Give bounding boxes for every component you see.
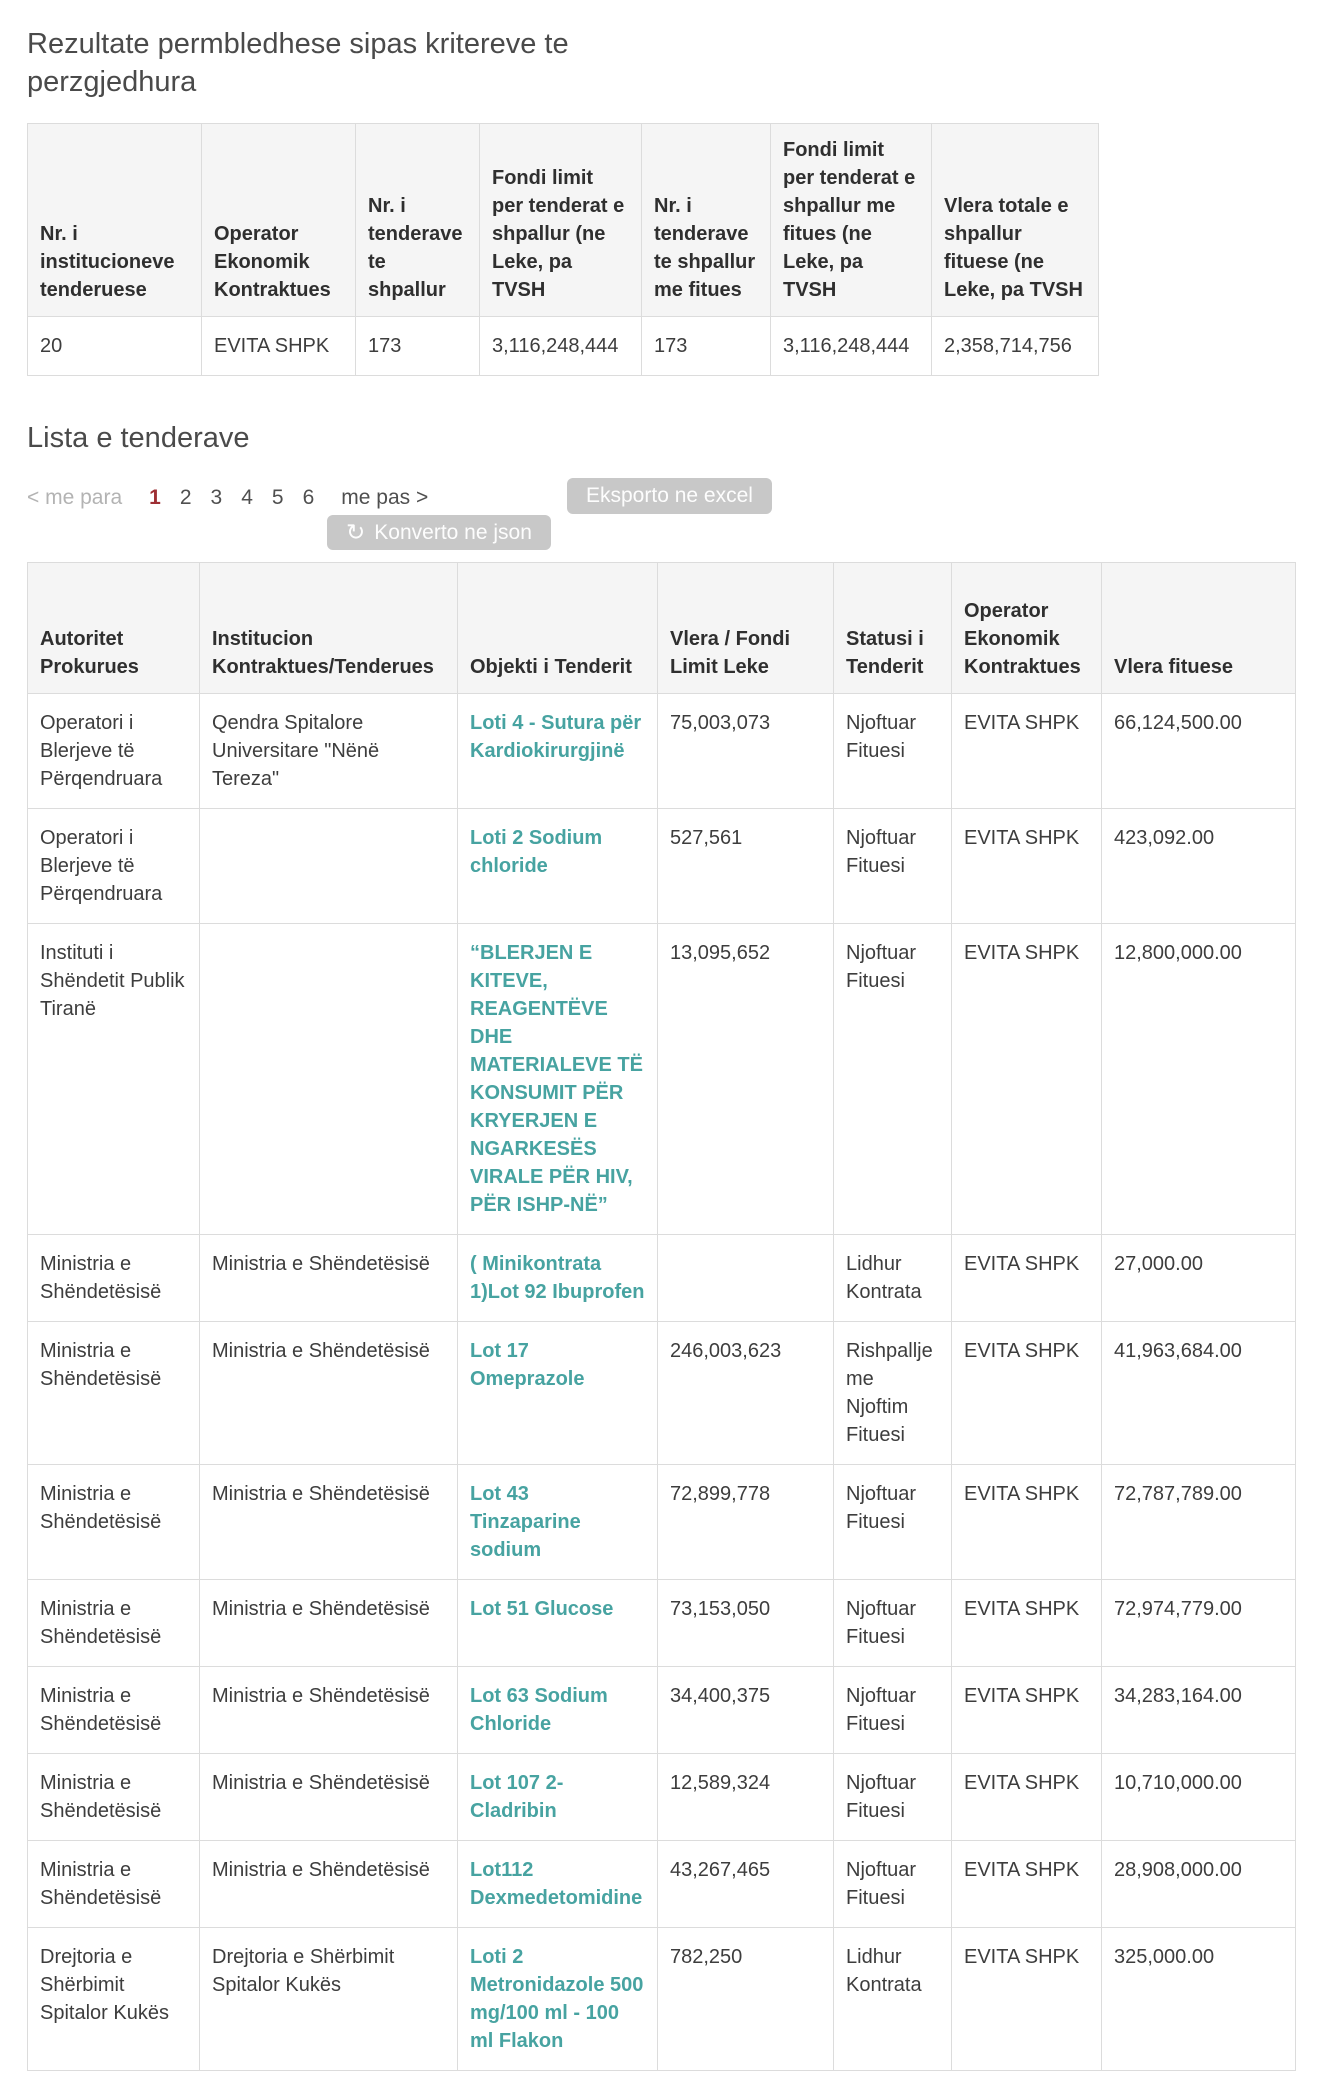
convert-json-label: Konverto ne json [374,520,532,544]
fund-limit-cell: 75,003,073 [658,694,834,809]
authority-cell: Operatori i Blerjeve të Përqendruara [28,694,200,809]
table-row [28,1235,1296,1322]
fund-limit-cell: 43,267,465 [658,1841,834,1928]
tenders-header-authority: Autoritet Prokurues [28,563,200,694]
tender-object-link[interactable]: Lot 43 Tinzaparine sodium [470,1483,581,1562]
institution-cell [200,809,458,924]
fund-limit-cell: 72,899,778 [658,1465,834,1580]
tender-object-link[interactable]: Lot 107 2- Cladribin [470,1772,564,1823]
operator-cell: EVITA SHPK [952,1465,1102,1580]
summary-header-tenders-announced: Nr. i tenderave te shpallur [356,124,480,317]
summary-header-fund-announced: Fondi limit per tenderat e shpallur (ne Leke, pa TVSH [480,124,642,317]
winning-value-cell: 72,787,789.00 [1102,1465,1296,1580]
table-row [28,809,1296,924]
object-cell [458,924,658,1235]
operator-cell: EVITA SHPK [952,1667,1102,1754]
institution-cell: Ministria e Shëndetësisë [200,1322,458,1465]
page-number-6[interactable]: 6 [302,486,315,510]
authority-cell: Drejtoria e Shërbimit Spitalor Kukës [28,1928,200,2071]
page-number-5[interactable]: 5 [271,486,284,510]
page-title: Rezultate permbledhese sipas kritereve te perzgjedhura [27,28,569,98]
tender-object-link[interactable]: Loti 2 Sodium chloride [470,827,603,878]
operator-cell: EVITA SHPK [952,1322,1102,1465]
tenders-header-fund-limit: Vlera / Fondi Limit Leke [658,563,834,694]
fund-limit-cell: 12,589,324 [658,1754,834,1841]
table-row [28,694,1296,809]
fund-limit-cell: 73,153,050 [658,1580,834,1667]
institution-cell: Ministria e Shëndetësisë [200,1465,458,1580]
winning-value-cell: 12,800,000.00 [1102,924,1296,1235]
summary-cell-tenders-announced: 173 [356,317,480,376]
table-row [28,1928,1296,2071]
object-cell [458,694,658,809]
winning-value-cell: 325,000.00 [1102,1928,1296,2071]
page-number-3[interactable]: 3 [210,486,223,510]
table-row [28,1322,1296,1465]
status-cell: Rishpallje me Njoftim Fituesi [834,1322,952,1465]
winning-value-cell: 28,908,000.00 [1102,1841,1296,1928]
tenders-header-row [28,563,1296,694]
summary-header-fund-with-winner: Fondi limit per tenderat e shpallur me fitues (ne Leke, pa TVSH [771,124,932,317]
tenders-table-body [28,694,1296,2071]
tender-object-link[interactable]: Loti 2 Metronidazole 500 mg/100 ml - 100 ml Flakon [470,1946,644,2053]
fund-limit-cell: 527,561 [658,809,834,924]
status-cell: Njoftuar Fituesi [834,1841,952,1928]
page-number-2[interactable]: 2 [179,486,192,510]
tender-object-link[interactable]: Lot 17 Omeprazole [470,1340,585,1391]
authority-cell: Ministria e Shëndetësisë [28,1667,200,1754]
operator-cell: EVITA SHPK [952,1235,1102,1322]
summary-header-institutions: Nr. i institucioneve tenderuese [28,124,202,317]
tenders-header-status: Statusi i Tenderit [834,563,952,694]
tenders-header-object: Objekti i Tenderit [458,563,658,694]
fund-limit-cell [658,1235,834,1322]
summary-cell-operator: EVITA SHPK [202,317,356,376]
institution-cell: Ministria e Shëndetësisë [200,1841,458,1928]
tender-object-link[interactable]: Lot112 Dexmedetomidine [470,1859,643,1910]
operator-cell: EVITA SHPK [952,1928,1102,2071]
list-heading: Lista e tenderave [27,422,250,455]
status-cell: Njoftuar Fituesi [834,1580,952,1667]
table-row [28,1841,1296,1928]
operator-cell: EVITA SHPK [952,924,1102,1235]
authority-cell: Ministria e Shëndetësisë [28,1235,200,1322]
tenders-header-institution: Institucion Kontraktues/Tenderues [200,563,458,694]
tender-object-link[interactable]: Lot 63 Sodium Chloride [470,1685,608,1736]
fund-limit-cell: 782,250 [658,1928,834,2071]
status-cell: Njoftuar Fituesi [834,1465,952,1580]
pagination-next[interactable]: me pas > [341,486,429,510]
authority-cell: Instituti i Shëndetit Publik Tiranë [28,924,200,1235]
operator-cell: EVITA SHPK [952,1580,1102,1667]
operator-cell: EVITA SHPK [952,809,1102,924]
status-cell: Njoftuar Fituesi [834,809,952,924]
institution-cell: Drejtoria e Shërbimit Spitalor Kukës [200,1928,458,2071]
object-cell [458,1322,658,1465]
summary-cell-fund-announced: 3,116,248,444 [480,317,642,376]
winning-value-cell: 41,963,684.00 [1102,1322,1296,1465]
fund-limit-cell: 246,003,623 [658,1322,834,1465]
page-number-1[interactable]: 1 [149,486,161,510]
institution-cell: Ministria e Shëndetësisë [200,1667,458,1754]
table-row [28,1667,1296,1754]
operator-cell: EVITA SHPK [952,694,1102,809]
pagination [27,480,447,516]
pagination-prev[interactable]: < me para [27,486,123,510]
status-cell: Njoftuar Fituesi [834,694,952,809]
summary-table [27,123,1099,376]
object-cell [458,1667,658,1754]
summary-header-operator: Operator Ekonomik Kontraktues [202,124,356,317]
summary-data-row [28,317,1099,376]
tenders-table [27,562,1296,2071]
page-number-4[interactable]: 4 [241,486,253,510]
authority-cell: Ministria e Shëndetësisë [28,1322,200,1465]
authority-cell: Ministria e Shëndetësisë [28,1465,200,1580]
status-cell: Lidhur Kontrata [834,1928,952,2071]
status-cell: Njoftuar Fituesi [834,1667,952,1754]
summary-cell-fund-with-winner: 3,116,248,444 [771,317,932,376]
object-cell [458,1841,658,1928]
summary-cell-tenders-with-winner: 173 [642,317,771,376]
object-cell [458,1235,658,1322]
tender-object-link[interactable]: “BLERJEN E KITEVE, REAGENTËVE DHE MATERIALEVE TË KONSUMIT PËR KRYERJEN E NGARKESËS VIRALE PËR HIV, PËR ISHP-NË” [470,942,643,1217]
winning-value-cell: 72,974,779.00 [1102,1580,1296,1667]
tender-object-link[interactable]: Lot 51 Glucose [470,1598,614,1621]
institution-cell [200,924,458,1235]
institution-cell: Ministria e Shëndetësisë [200,1754,458,1841]
object-cell [458,1580,658,1667]
winning-value-cell: 66,124,500.00 [1102,694,1296,809]
convert-json-button[interactable] [327,515,551,550]
tenders-header-winning-value: Vlera fituese [1102,563,1296,694]
summary-header-row [28,124,1099,317]
authority-cell: Ministria e Shëndetësisë [28,1754,200,1841]
winning-value-cell: 27,000.00 [1102,1235,1296,1322]
tender-object-link[interactable]: ( Minikontrata 1)Lot 92 Ibuprofen [470,1253,645,1304]
status-cell: Njoftuar Fituesi [834,1754,952,1841]
tenders-header-operator: Operator Ekonomik Kontraktues [952,563,1102,694]
export-excel-button[interactable]: Eksporto ne excel [567,478,772,514]
table-row [28,924,1296,1235]
fund-limit-cell: 34,400,375 [658,1667,834,1754]
table-row [28,1580,1296,1667]
winning-value-cell: 34,283,164.00 [1102,1667,1296,1754]
refresh-icon: ↻ [346,519,366,546]
object-cell [458,1928,658,2071]
summary-cell-total-winning-value: 2,358,714,756 [932,317,1099,376]
fund-limit-cell: 13,095,652 [658,924,834,1235]
object-cell [458,809,658,924]
authority-cell: Operatori i Blerjeve të Përqendruara [28,809,200,924]
object-cell [458,1465,658,1580]
table-row [28,1754,1296,1841]
winning-value-cell: 423,092.00 [1102,809,1296,924]
toolbar [27,478,1293,556]
summary-cell-institutions: 20 [28,317,202,376]
tender-object-link[interactable]: Loti 4 - Sutura për Kardiokirurgjinë [470,712,642,763]
authority-cell: Ministria e Shëndetësisë [28,1580,200,1667]
operator-cell: EVITA SHPK [952,1841,1102,1928]
winning-value-cell: 10,710,000.00 [1102,1754,1296,1841]
institution-cell: Qendra Spitalore Universitare "Nënë Tereza" [200,694,458,809]
status-cell: Lidhur Kontrata [834,1235,952,1322]
institution-cell: Ministria e Shëndetësisë [200,1235,458,1322]
summary-header-tenders-with-winner: Nr. i tenderave te shpallur me fitues [642,124,771,317]
authority-cell: Ministria e Shëndetësisë [28,1841,200,1928]
status-cell: Njoftuar Fituesi [834,924,952,1235]
operator-cell: EVITA SHPK [952,1754,1102,1841]
object-cell [458,1754,658,1841]
institution-cell: Ministria e Shëndetësisë [200,1580,458,1667]
table-row [28,1465,1296,1580]
summary-header-total-winning-value: Vlera totale e shpallur fituese (ne Leke, pa TVSH [932,124,1099,317]
